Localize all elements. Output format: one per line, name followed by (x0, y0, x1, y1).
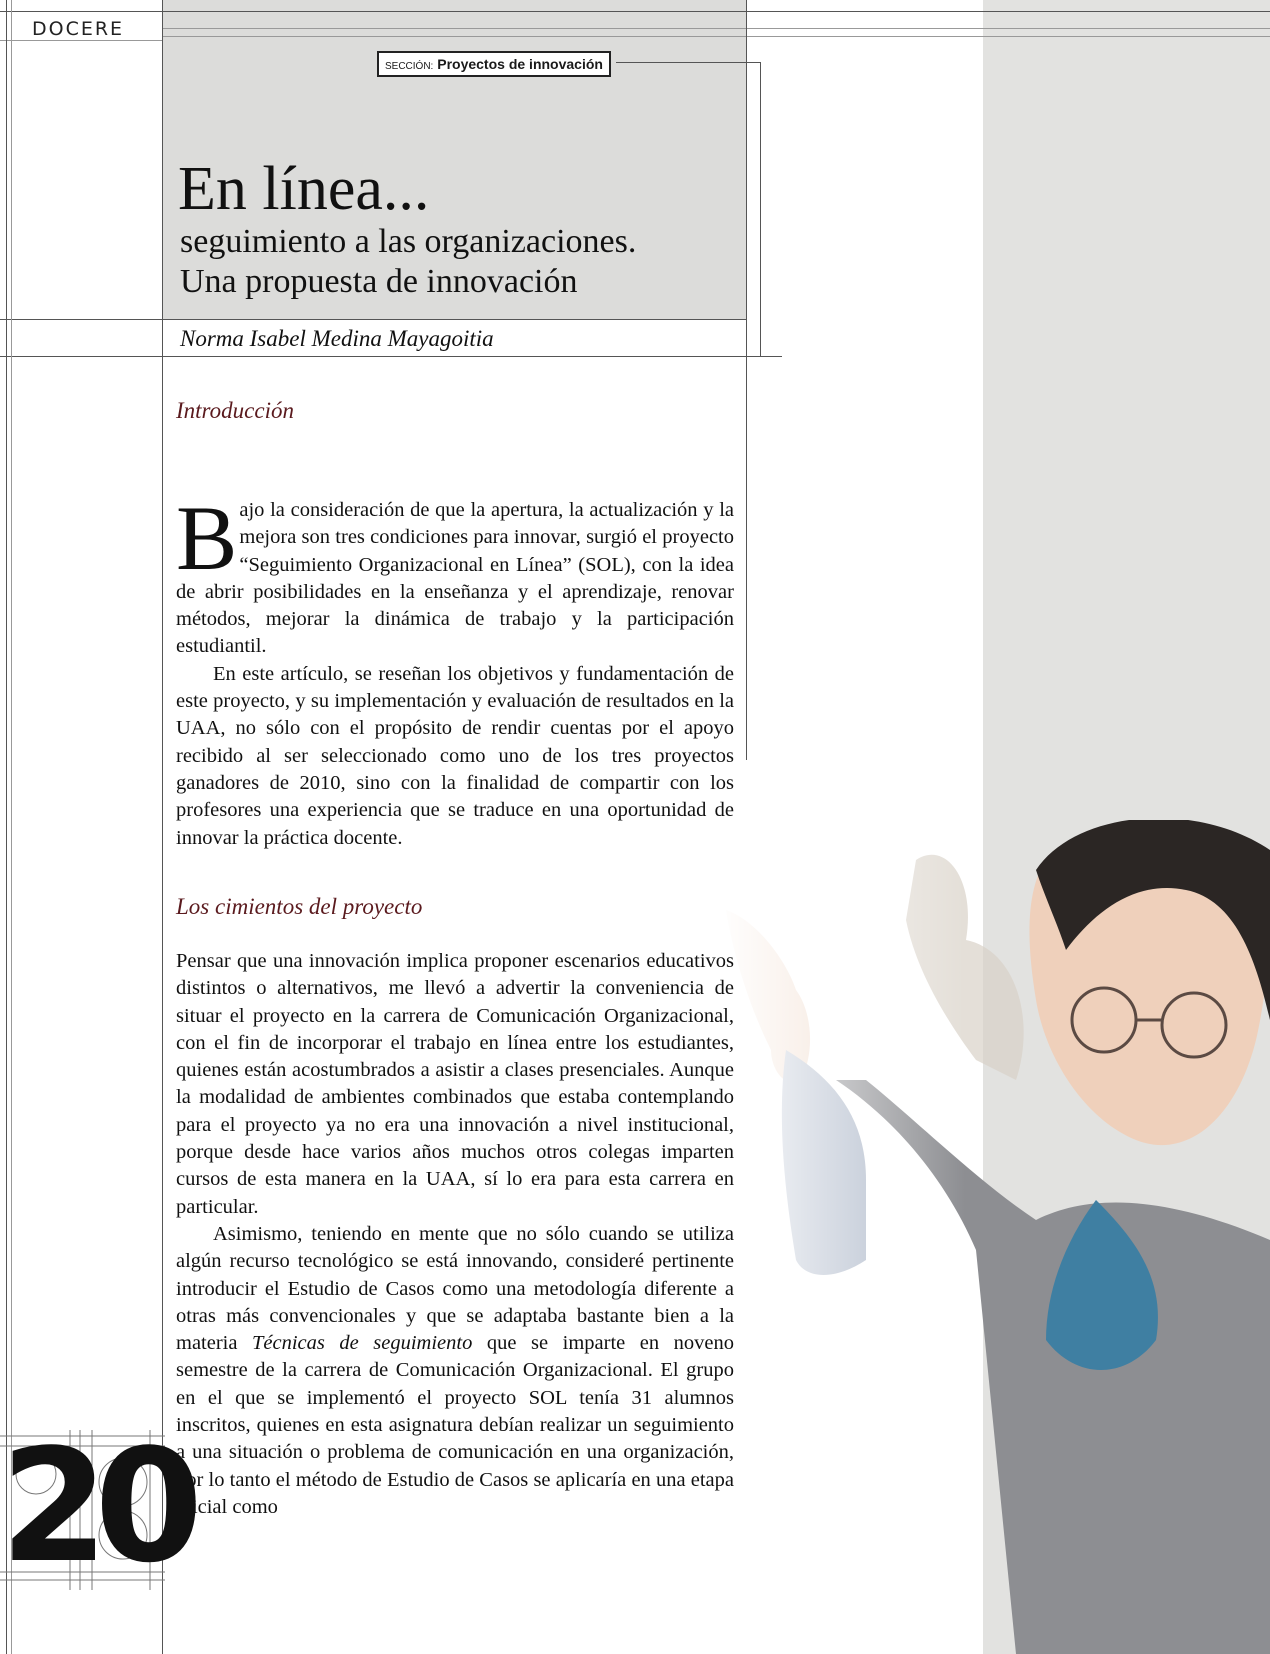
foundations-paragraph-1: Pensar que una innovación implica proponer escenarios educativos distintos o alternativos, me llevó a advertir la conveniencia de situar el proyecto en la carrera de Comunicación Organizacional, con el fin de incorporar el trabajo en línea entre los estudiantes, quienes están acostumbrados a asistir a clases presenciales. Aunque la modalidad de ambientes combinados que estaba contemplando para el proyecto ya no era una innovación a nivel institucional, porque desde hace varios años muchos otros colegas imparten cursos de esta manera en la UAA, sí lo era para esta carrera en particular. (176, 950, 734, 1218)
subtitle-line-2: Una propuesta de innovación (180, 263, 578, 300)
drop-cap: B (176, 487, 238, 589)
author-name: Norma Isabel Medina Mayagoitia (180, 326, 494, 351)
top-rule (0, 11, 1270, 12)
column-right-line (746, 0, 747, 760)
article-subtitle (180, 222, 636, 302)
intro-body (176, 452, 734, 852)
article-title: En línea... (178, 155, 430, 223)
left-margin-line-2 (11, 0, 12, 1654)
tag-connector-vertical (760, 62, 761, 357)
subtitle-line-1: seguimiento a las organizaciones. (180, 223, 637, 260)
foundations-p2-text-b: que se imparte en noveno semestre de la carrera de Comunicación Organizacional. El grupo en el que se implementó el proyecto SOL tenía 31 alumnos inscritos, quienes en esta asignatura debían realizar un seguimiento a una situación o problema de comunicación en una organización, por lo tanto el método de Estudio de Casos se aplicaría en una etapa inicial como (176, 1332, 734, 1518)
author-base-rule (0, 356, 782, 357)
top-rule-2 (162, 28, 1270, 29)
foundations-paragraph-2 (176, 1221, 734, 1521)
logo-underline (0, 40, 162, 41)
section-tag (377, 51, 611, 77)
magazine-logo: DOCERE (32, 18, 125, 40)
title-base-rule (0, 319, 746, 320)
left-margin-line (6, 0, 7, 1654)
intro-paragraph-2: En este artículo, se reseñan los objetivos y fundamentación de este proyecto, y su implementación y evaluación de resultados en la UAA, no sólo con el propósito de rendir cuentas por el apoyo recibido al ser seleccionado como uno de los tres proyectos ganadores de 2010, sino con la finalidad de compartir con los profesores una experiencia que se traduce en una oportunidad de innovar la práctica docente. (176, 662, 734, 849)
intro-paragraph-1-text: ajo la consideración de que la apertura, la actualización y la mejora son tres condiciones para innovar, surgió el proyecto “Seguimiento Organizacional en Línea” (SOL), con la idea de abrir posibilidades en la enseñanza y el aprendizaje, renovar métodos, mejorar la dinámica de trabajo y la participación estudiantil. (176, 499, 734, 658)
teacher-photo (716, 820, 1270, 1654)
section-name: Proyectos de innovación (437, 56, 603, 72)
page-number: 20 (0, 1415, 190, 1597)
intro-heading: Introducción (176, 398, 294, 423)
foundations-heading: Los cimientos del proyecto (176, 894, 423, 919)
section-label: SECCIÓN: (385, 61, 434, 72)
intro-paragraph-1 (176, 452, 734, 661)
foundations-body (176, 948, 734, 1521)
tag-connector-horizontal (616, 62, 761, 63)
column-left-line (162, 0, 163, 1654)
course-name-italic: Técnicas de seguimiento (252, 1332, 473, 1355)
foundations-p2-text-a: Asimismo, teniendo en mente que no sólo cuando se utiliza algún recurso tecnológico se está innovando, consideré pertinente introducir el Estudio de Casos como una metodología diferente a otras más convencionales y que se adaptaba bastante bien a la materia (176, 1222, 734, 1355)
top-rule-3 (162, 36, 1270, 37)
